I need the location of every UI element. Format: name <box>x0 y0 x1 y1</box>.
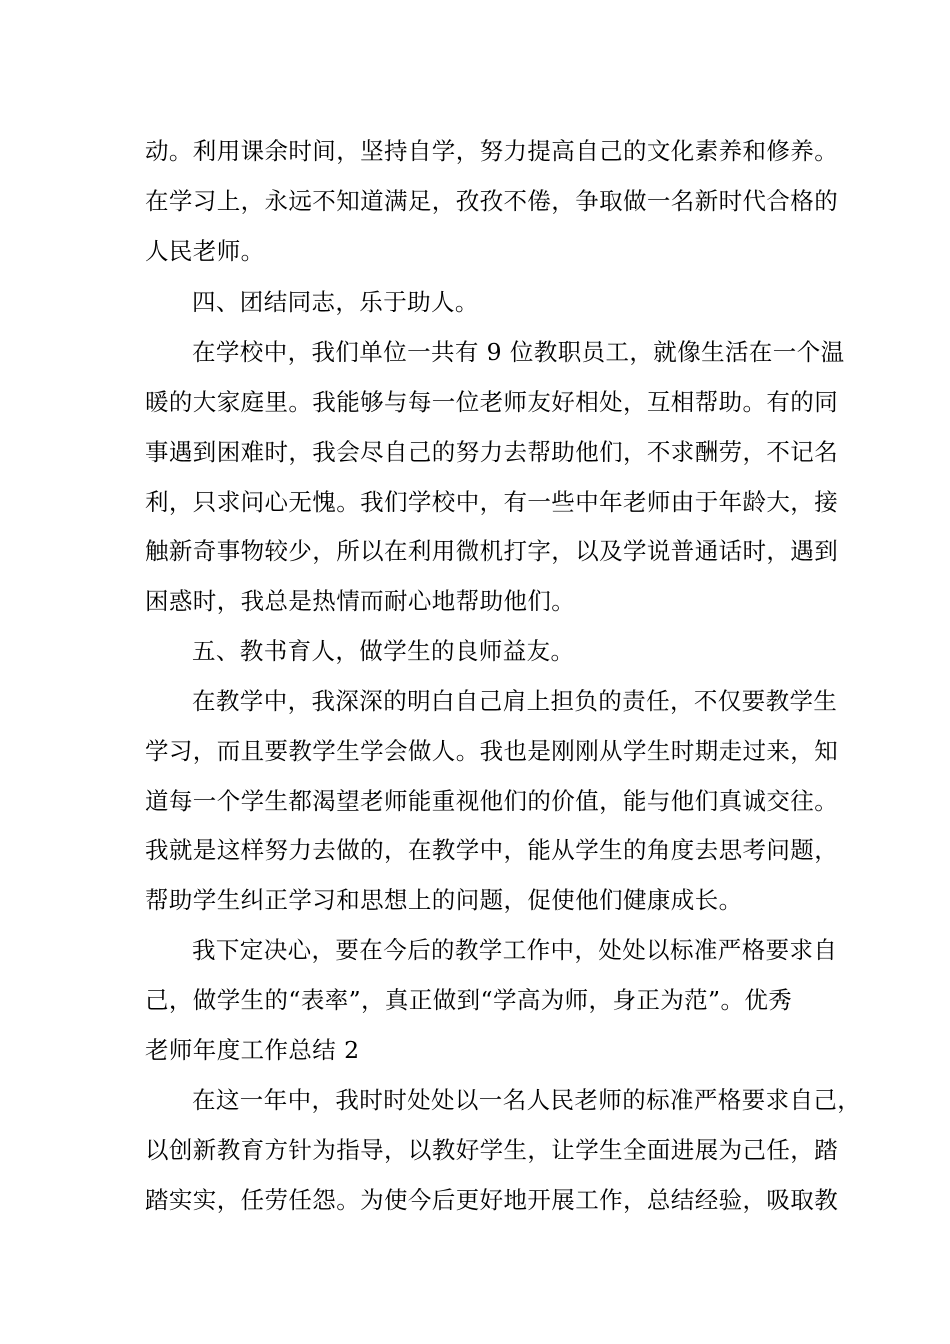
text-line: 在教学中，我深深的明白自己肩上担负的责任，不仅要教学生 <box>192 687 838 715</box>
text-line: 困惑时，我总是热情而耐心地帮助他们。 <box>145 587 576 615</box>
text-line: 在这一年中，我时时处处以一名人民老师的标准严格要求自己， <box>192 1086 862 1114</box>
document-title: 老师年度工作总结 2 <box>145 1036 360 1064</box>
text-line: 动。利用课余时间，坚持自学，努力提高自己的文化素养和修养。 <box>145 137 839 165</box>
text-line: 己，做学生的“表率”，真正做到“学高为师，身正为范”。优秀 <box>145 986 793 1014</box>
text-line: 我就是这样努力去做的，在教学中，能从学生的角度去思考问题， <box>145 836 839 864</box>
text-line: 帮助学生纠正学习和思想上的问题，促使他们健康成长。 <box>145 886 743 914</box>
text-line: 事遇到困难时，我会尽自己的努力去帮助他们，不求酬劳，不记名 <box>145 438 839 466</box>
text-line: 在学习上，永远不知道满足，孜孜不倦，争取做一名新时代合格的 <box>145 187 839 215</box>
text-line: 人民老师。 <box>145 237 265 265</box>
text-line: 学习，而且要教学生学会做人。我也是刚刚从学生时期走过来，知 <box>145 737 839 765</box>
section-heading: 四、团结同志，乐于助人。 <box>192 288 479 316</box>
section-heading: 五、教书育人，做学生的良师益友。 <box>192 637 575 665</box>
text-line: 触新奇事物较少，所以在利用微机打字，以及学说普通话时，遇到 <box>145 537 839 565</box>
text-line: 我下定决心，要在今后的教学工作中，处处以标准严格要求自 <box>192 936 838 964</box>
text-line: 道每一个学生都渴望老师能重视他们的价值，能与他们真诚交往。 <box>145 787 839 815</box>
text-line: 踏实实，任劳任怨。为使今后更好地开展工作，总结经验，吸取教 <box>145 1186 839 1214</box>
text-line: 在学校中，我们单位一共有 9 位教职员工，就像生活在一个温 <box>192 338 845 366</box>
text-line: 利，只求问心无愧。我们学校中，有一些中年老师由于年龄大，接 <box>145 488 839 516</box>
text-line: 以创新教育方针为指导，以教好学生，让学生全面进展为己任，踏 <box>145 1136 839 1164</box>
text-line: 暖的大家庭里。我能够与每一位老师友好相处，互相帮助。有的同 <box>145 388 839 416</box>
